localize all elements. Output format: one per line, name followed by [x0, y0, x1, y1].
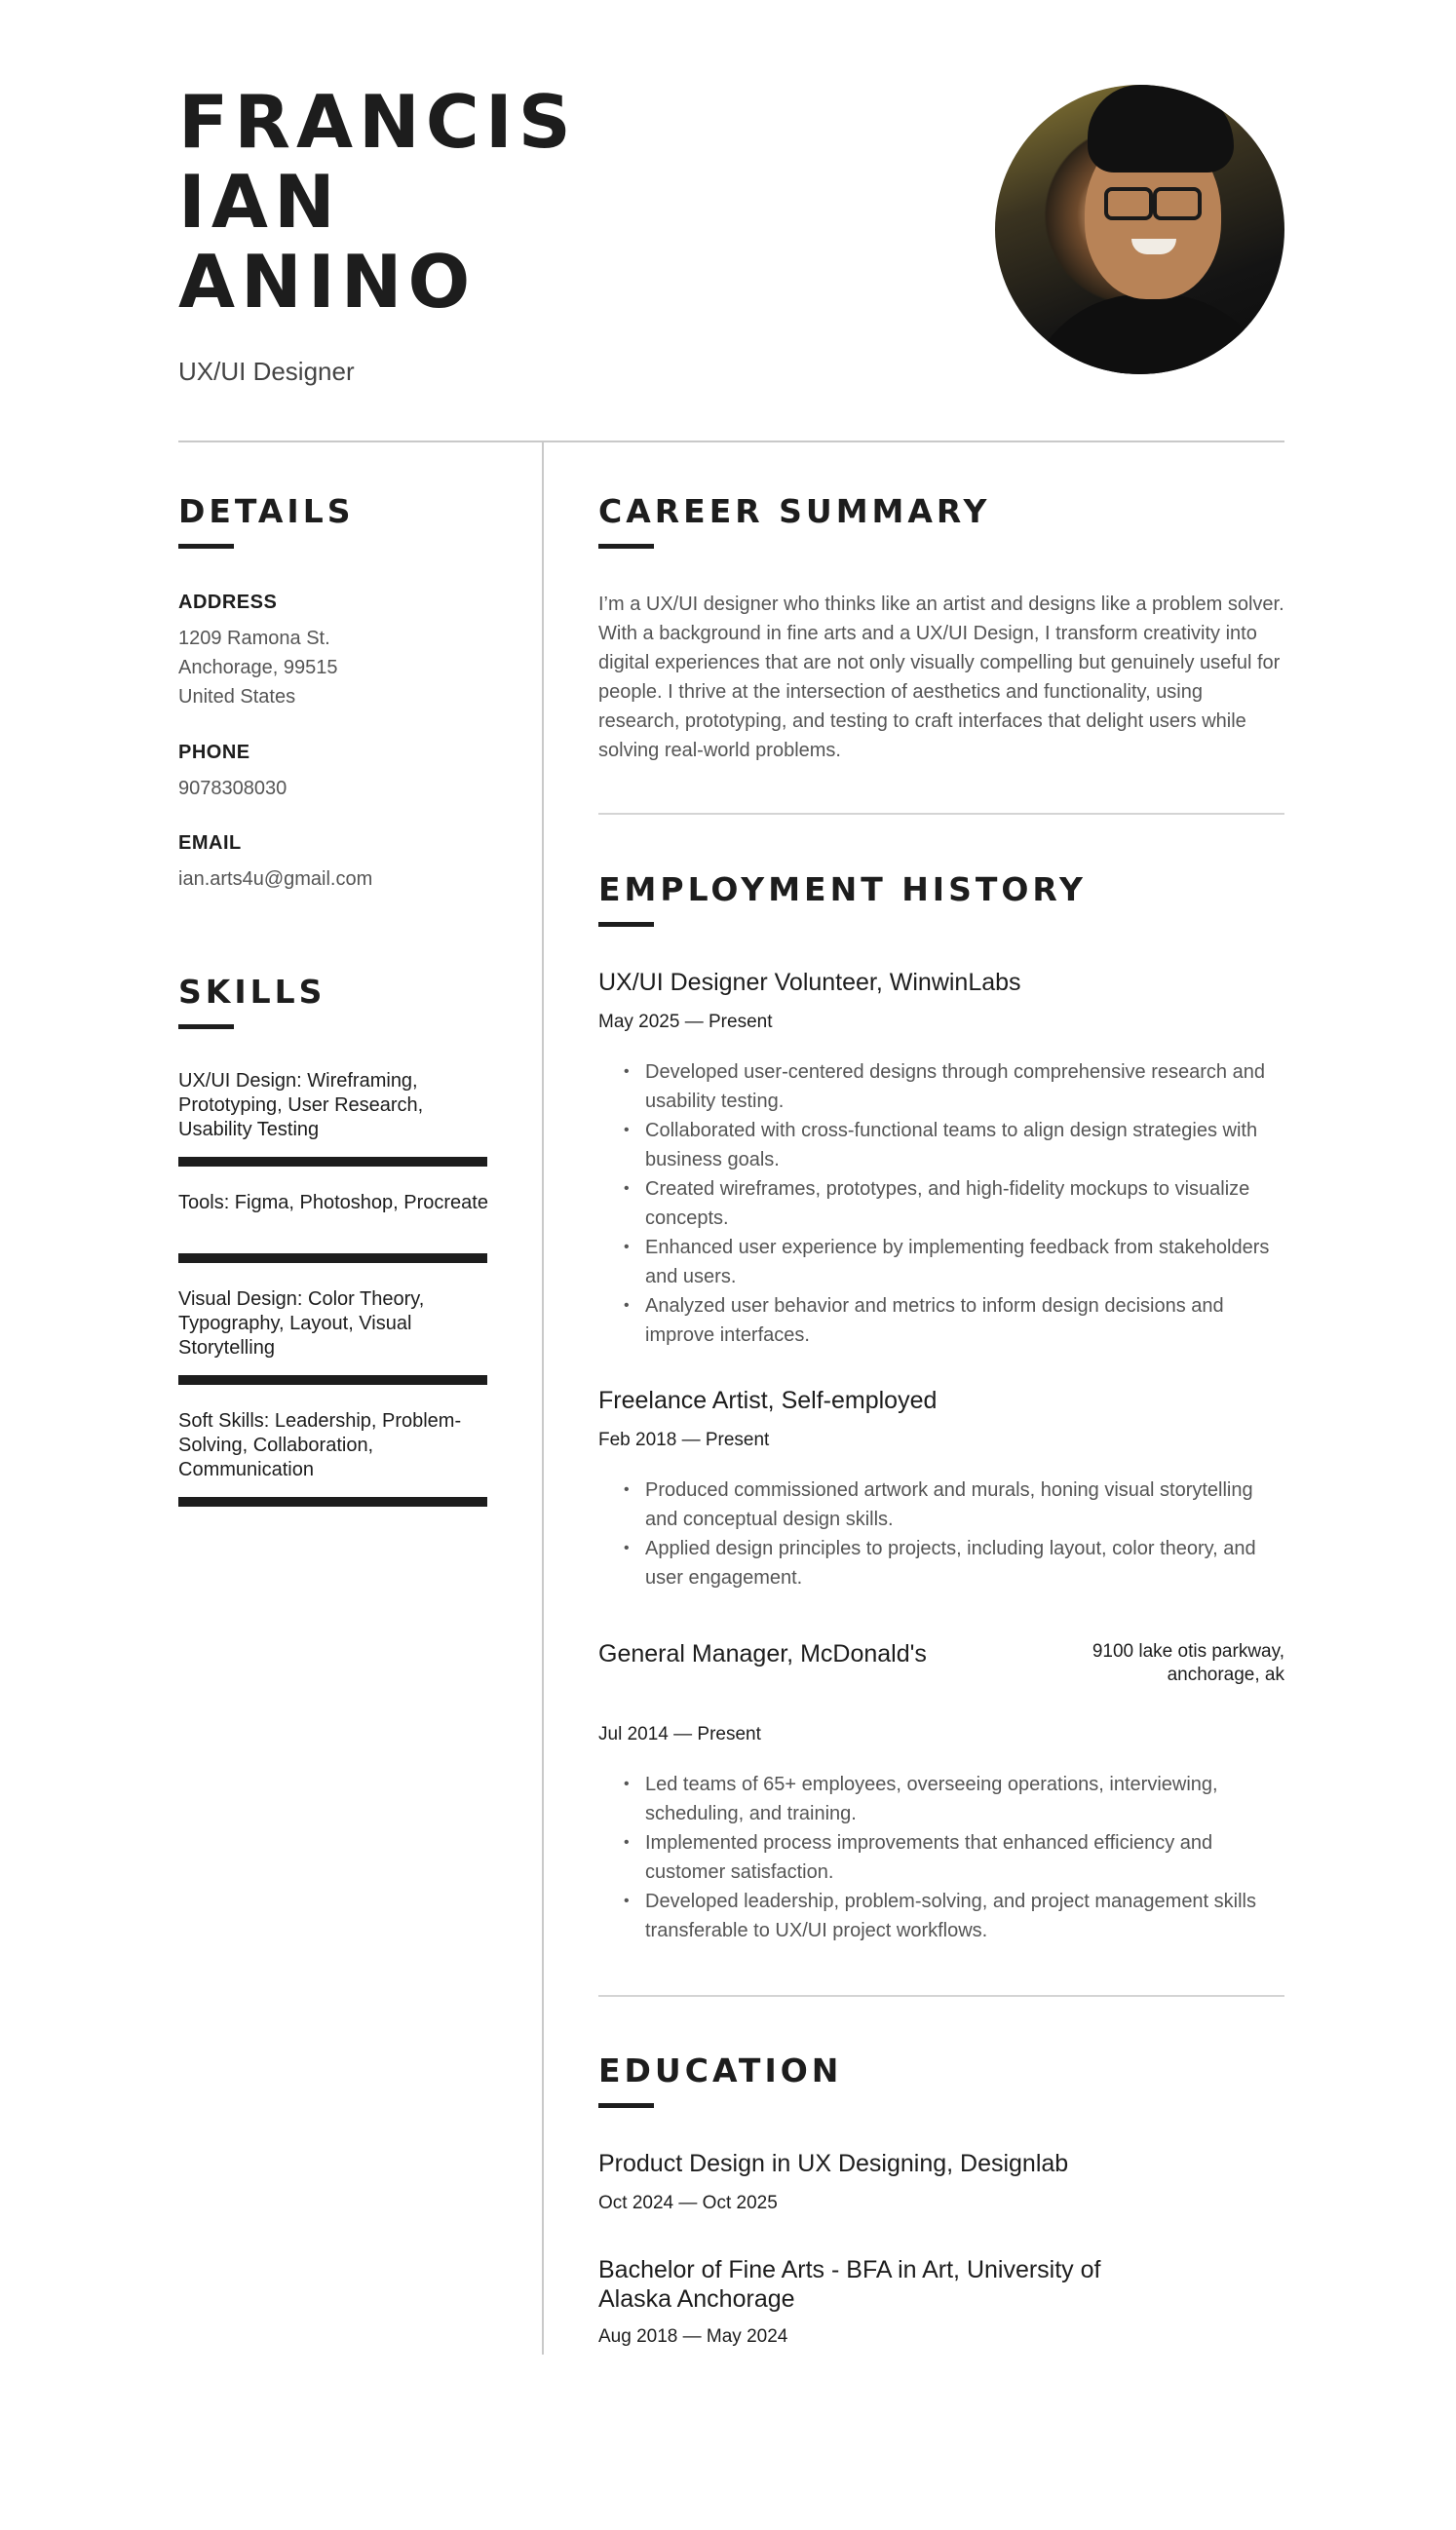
job-bullet-list: [624, 1476, 1286, 1592]
education-dates: Aug 2018 — May 2024: [598, 2326, 788, 2347]
job-bullet: • Enhanced user experience by implementing feedback from stakeholders and users.: [624, 1233, 1286, 1291]
skills-underline: [178, 1024, 234, 1029]
education-title: Product Design in UX Designing, Designlab: [598, 2150, 1069, 2177]
summary-heading: CAREER SUMMARY: [598, 492, 991, 530]
skill-level-bar: [178, 1375, 487, 1385]
skill-level-bar: [178, 1497, 487, 1507]
education-heading: EDUCATION: [598, 2051, 843, 2089]
job-bullet-list: [624, 1770, 1286, 1945]
address-line: 1209 Ramona St.: [178, 628, 330, 649]
section-divider: [598, 1995, 1284, 1997]
address-label: ADDRESS: [178, 592, 278, 613]
phone-label: PHONE: [178, 742, 250, 763]
name-line-last: ANINO: [178, 239, 477, 325]
job-dates: Feb 2018 — Present: [598, 1430, 770, 1450]
job-bullet: • Implemented process improvements that enhanced efficiency and customer satisfaction.: [624, 1828, 1286, 1887]
job-title-heading: General Manager, McDonald's: [598, 1640, 927, 1668]
job-bullet: • Collaborated with cross-functional teams to align design strategies with business goals.: [624, 1116, 1286, 1174]
column-divider: [542, 442, 544, 2355]
skill-item: UX/UI Design: Wireframing, Prototyping, User Research, Usability Testing: [178, 1070, 424, 1140]
summary-text: I’m a UX/UI designer who thinks like an artist and designs like a problem solver. With a background in fine arts and a UX/UI Design, I transform creativity into digital experiences that are not only visually compelling but genuinely useful for people. I thrive at the intersection of aesthetics and functionality, using research, prototyping, and testing to craft interfaces that delight users while solving real-world problems.: [598, 594, 1284, 761]
job-dates: Jul 2014 — Present: [598, 1724, 761, 1744]
job-bullet: • Applied design principles to projects, including layout, color theory, and user engagement.: [624, 1534, 1286, 1592]
name-line-middle: IAN: [178, 159, 341, 245]
skill-level-bar: [178, 1157, 487, 1167]
job-bullet: • Analyzed user behavior and metrics to inform design decisions and improve interfaces.: [624, 1291, 1286, 1350]
job-title-heading: Freelance Artist, Self-employed: [598, 1387, 938, 1414]
name-line-first: FRANCIS: [178, 79, 577, 165]
header-divider: [178, 441, 1284, 442]
job-bullet: • Developed user-centered designs through comprehensive research and usability testing.: [624, 1057, 1286, 1116]
job-location: 9100 lake otis parkway, anchorage, ak: [1092, 1641, 1284, 1685]
education-underline: [598, 2103, 654, 2108]
candidate-name: [178, 79, 577, 325]
skill-item: Tools: Figma, Photoshop, Procreate: [178, 1192, 488, 1213]
skill-item: Visual Design: Color Theory, Typography, Layout, Visual Storytelling: [178, 1288, 425, 1359]
job-bullet: • Led teams of 65+ employees, overseeing operations, interviewing, scheduling, and training.: [624, 1770, 1286, 1828]
address-value: [178, 624, 337, 711]
summary-underline: [598, 544, 654, 549]
email-label: EMAIL: [178, 832, 242, 854]
address-line: United States: [178, 686, 296, 708]
job-dates: May 2025 — Present: [598, 1012, 773, 1032]
job-title: UX/UI Designer: [178, 357, 355, 386]
job-bullet-list: [624, 1057, 1286, 1350]
job-title-heading: UX/UI Designer Volunteer, WinwinLabs: [598, 969, 1021, 996]
job-bullet: • Produced commissioned artwork and murals, honing visual storytelling and conceptual design skills.: [624, 1476, 1286, 1534]
details-underline: [178, 544, 234, 549]
skills-heading: SKILLS: [178, 973, 326, 1011]
skill-item: Soft Skills: Leadership, Problem-Solving, Collaboration, Communication: [178, 1410, 462, 1480]
phone-value: 9078308030: [178, 778, 287, 799]
skill-level-bar: [178, 1253, 487, 1263]
employment-underline: [598, 922, 654, 927]
education-title: Bachelor of Fine Arts - BFA in Art, University of Alaska Anchorage: [598, 2256, 1101, 2313]
address-line: Anchorage, 99515: [178, 657, 338, 678]
section-divider: [598, 813, 1284, 815]
job-bullet: • Developed leadership, problem-solving, and project management skills transferable to UX/UI project workflows.: [624, 1887, 1286, 1945]
employment-heading: EMPLOYMENT HISTORY: [598, 870, 1087, 908]
education-dates: Oct 2024 — Oct 2025: [598, 2193, 778, 2213]
profile-photo: [995, 85, 1284, 374]
job-bullet: • Created wireframes, prototypes, and high-fidelity mockups to visualize concepts.: [624, 1174, 1286, 1233]
details-heading: DETAILS: [178, 492, 355, 530]
email-value: ian.arts4u@gmail.com: [178, 868, 373, 890]
